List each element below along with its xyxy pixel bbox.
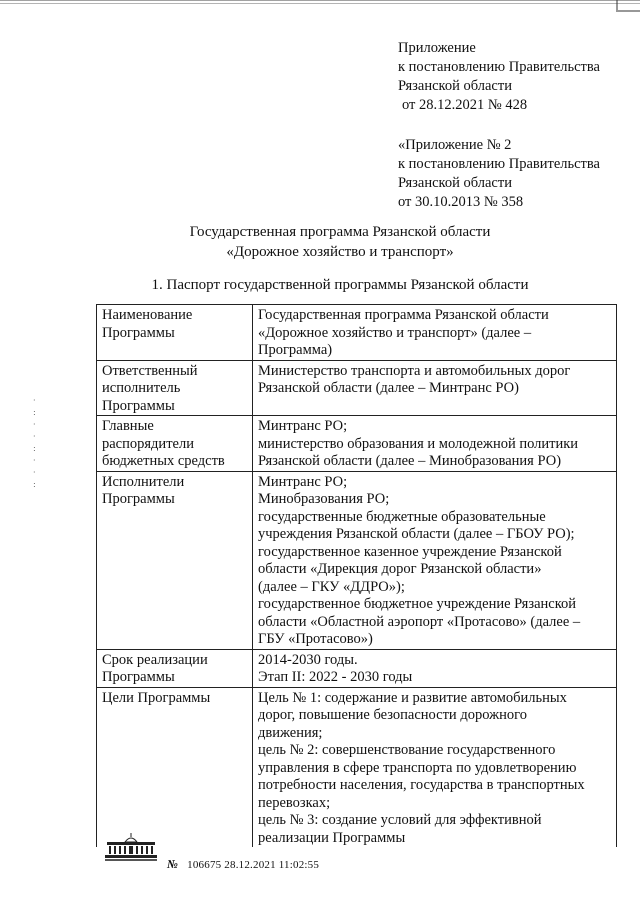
passport-row-label	[97, 471, 253, 649]
passport-row-value	[253, 687, 617, 847]
program-title-line: Государственная программа Рязанской области	[189, 224, 491, 240]
appendix-line: «Приложение № 2	[398, 137, 512, 153]
passport-row-value	[253, 416, 617, 472]
appendix-date: от 28.12.2021 № 428	[402, 97, 528, 113]
appendix-line: Рязанской области	[398, 78, 512, 94]
label-line: Ответственный	[102, 362, 198, 379]
margin-scan-marks: · : · · : · · :	[33, 396, 36, 489]
appendix-original-block	[398, 136, 600, 212]
value-line: области «Областной аэропорт «Протасово» (далее –	[258, 613, 581, 630]
label-line: Программы	[102, 397, 175, 414]
value-line: Министерство транспорта и автомобильных дорог	[258, 362, 571, 379]
appendix-line: Приложение	[398, 40, 476, 56]
scan-corner-mark	[616, 0, 640, 12]
passport-row-value	[253, 360, 617, 416]
appendix-line: к постановлению Правительства	[398, 156, 600, 172]
value-line: Этап II: 2022 - 2030 годы	[258, 669, 413, 685]
value-line: «Дорожное хозяйство и транспорт» (далее –	[258, 324, 532, 341]
value-line: потребности населения, государства в транспортных	[258, 777, 585, 793]
label-line: бюджетных средств	[102, 453, 225, 469]
passport-row-label	[97, 649, 253, 687]
value-line: учреждения Рязанской области (далее – ГБОУ РО);	[258, 526, 575, 542]
value-line: перевозках;	[258, 794, 331, 811]
appendix-line: Рязанской области	[398, 175, 512, 191]
label-line: Программы	[102, 324, 175, 341]
value-line: Цель № 1: содержание и развитие автомобильных	[258, 689, 567, 706]
passport-row	[97, 305, 617, 361]
value-line: Программа)	[258, 342, 333, 358]
label-line: Цели Программы	[102, 689, 211, 706]
value-line: государственные бюджетные образовательные	[258, 508, 546, 525]
appendix-date: от 30.10.2013 № 358	[398, 194, 524, 210]
value-line: цель № 2: совершенствование государственного	[258, 742, 556, 758]
scan-top-edge	[0, 0, 640, 6]
value-line: Рязанской области (далее – Минтранс РО)	[258, 380, 519, 396]
value-line: Минтранс РО;	[258, 418, 348, 434]
label-line: Наименование	[102, 307, 193, 323]
appendix-current-block	[398, 39, 600, 115]
signature-stamp-text: 106675 28.12.2021 11:02:55	[187, 859, 320, 871]
value-line: ГБУ «Протасово»)	[258, 631, 373, 647]
label-line: Исполнители	[102, 473, 185, 490]
label-line: исполнитель	[102, 380, 181, 396]
value-line: 2014-2030 годы.	[258, 651, 358, 668]
emblem-stamp-icon	[101, 832, 161, 862]
program-title-line: «Дорожное хозяйство и транспорт»	[226, 244, 454, 260]
value-line: государственное бюджетное учреждение Рязанской	[258, 596, 577, 612]
value-line: движения;	[258, 724, 323, 741]
signature-mark: №	[167, 857, 179, 871]
value-line: управления в сфере транспорта по удовлетворению	[258, 759, 577, 776]
passport-row	[97, 471, 617, 649]
label-line: распорядители	[102, 435, 194, 452]
label-line: Программы	[102, 491, 175, 507]
value-line: области «Дирекция дорог Рязанской области»	[258, 561, 542, 577]
value-line: дорог, повышение безопасности дорожного	[258, 707, 527, 723]
passport-row	[97, 416, 617, 472]
electronic-signature-stamp	[167, 857, 319, 872]
value-line: цель № 3: создание условий для эффективной	[258, 812, 542, 828]
passport-row-label	[97, 305, 253, 361]
value-line: государственное казенное учреждение Рязанской	[258, 543, 562, 560]
passport-table	[96, 304, 617, 847]
label-line: Главные	[102, 418, 154, 434]
passport-row-value	[253, 305, 617, 361]
value-line: Государственная программа Рязанской области	[258, 307, 549, 323]
passport-row-value	[253, 471, 617, 649]
value-line: министерство образования и молодежной политики	[258, 435, 579, 452]
program-title	[40, 222, 640, 262]
passport-row	[97, 687, 617, 847]
value-line: Минобразования РО;	[258, 491, 390, 507]
label-line: Программы	[102, 669, 175, 685]
passport-row	[97, 649, 617, 687]
appendix-line: к постановлению Правительства	[398, 59, 600, 75]
passport-row	[97, 360, 617, 416]
value-line: реализации Программы	[258, 829, 406, 846]
passport-row-label	[97, 687, 253, 847]
label-line: Срок реализации	[102, 651, 208, 668]
passport-row-label	[97, 416, 253, 472]
passport-row-label	[97, 360, 253, 416]
value-line: Минтранс РО;	[258, 473, 348, 490]
value-line: (далее – ГКУ «ДДРО»);	[258, 578, 405, 595]
value-line: Рязанской области (далее – Минобразования РО)	[258, 453, 562, 469]
passport-heading: 1. Паспорт государственной программы Рязанской области	[151, 277, 529, 293]
passport-row-value	[253, 649, 617, 687]
